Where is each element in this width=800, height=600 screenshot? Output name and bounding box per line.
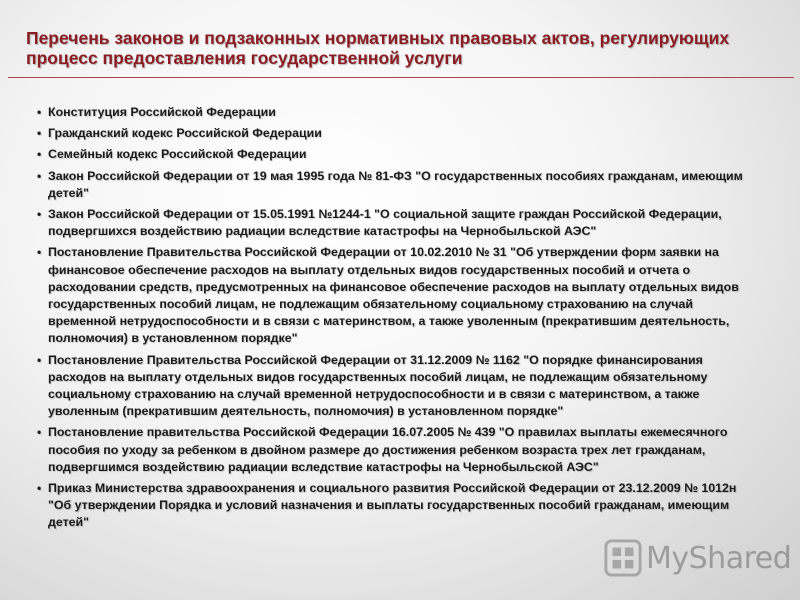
myshared-logo-icon — [604, 539, 642, 577]
bullet-icon: • — [37, 168, 42, 183]
bullet-icon: • — [37, 207, 42, 222]
list-item — [28, 424, 748, 476]
myshared-watermark — [604, 538, 791, 578]
list-item-text: Закон Российской Федерации от 19 мая 1995 года № 81-ФЗ "О государственных пособиях гражданам, имеющим детей" — [48, 168, 743, 200]
list-item-text: Закон Российской Федерации от 15.05.1991 №1244-1 "О социальной защите граждан Российской Федерации, подвергшихся воздействию радиации вследствие катастрофы на Чернобыльской АЭС" — [48, 207, 722, 239]
list-item-text: Семейный кодекс Российской Федерации — [48, 147, 307, 162]
bullet-icon: • — [37, 481, 42, 496]
list-item — [28, 104, 748, 121]
list-item-text: Конституция Российской Федерации — [48, 105, 276, 119]
bullet-icon: • — [37, 147, 42, 162]
list-item-text: Постановление правительства Российской Федерации 16.07.2005 № 439 "О правилах выплаты ежемесячного пособия по уходу за ребенком в двойном размере до достижения ребенком возраста трех лет гражданам, подвергшимся воздействию радиации вследствие катастрофы на Чернобыльской АЭС" — [48, 425, 728, 474]
list-item — [28, 480, 748, 532]
list-item — [28, 125, 748, 142]
bullet-icon: • — [37, 126, 42, 141]
slide-title: Перечень законов и подзаконных нормативных правовых актов, регулирующих процесс предоставления государственной услуги — [26, 28, 730, 68]
laws-list — [28, 104, 748, 536]
watermark-text: MyShared — [646, 540, 792, 576]
list-item-text: Постановление Правительства Российской Федерации от 31.12.2009 № 1162 "О порядке финансирования расходов на выплату отдельных видов государственных пособий лицам, не подлежащим обязательному социальному страхованию на случай временной нетрудоспособности и в связи с материнством, а также уволенным (прекратившим деятельность, полномочия) в установленном порядке" — [48, 352, 708, 419]
list-item — [28, 352, 748, 421]
bullet-icon: • — [37, 105, 42, 119]
list-item — [28, 146, 748, 163]
list-item-text: Гражданский кодекс Российской Федерации — [48, 126, 322, 141]
title-divider — [8, 77, 794, 78]
list-item — [28, 168, 748, 202]
bullet-icon: • — [37, 425, 42, 440]
list-item-text: Приказ Министерства здравоохранения и социального развития Российской Федерации от 23.12.2009 № 1012н "Об утверждении Порядка и условий назначения и выплаты государственных пособий гражданам, имеющим детей" — [48, 481, 737, 530]
bullet-icon: • — [37, 352, 42, 367]
list-item — [28, 244, 748, 347]
bullet-icon: • — [37, 245, 42, 260]
list-item-text: Постановление Правительства Российской Федерации от 10.02.2010 № 31 "Об утверждении форм заявки на финансовое обеспечение расходов на выплату отдельных видов государственных пособий и отчета о расходовании средств, предусмотренных на финансовое обеспечение расходов на выплату отдельных видов государственных пособий лицам, не подлежащим обязательному социальному страхованию на случай временной нетрудоспособности и в связи с материнством, а также уволенным (прекратившим деятельность, полномочия) в установленном порядке" — [48, 245, 739, 346]
list-item — [28, 206, 748, 240]
